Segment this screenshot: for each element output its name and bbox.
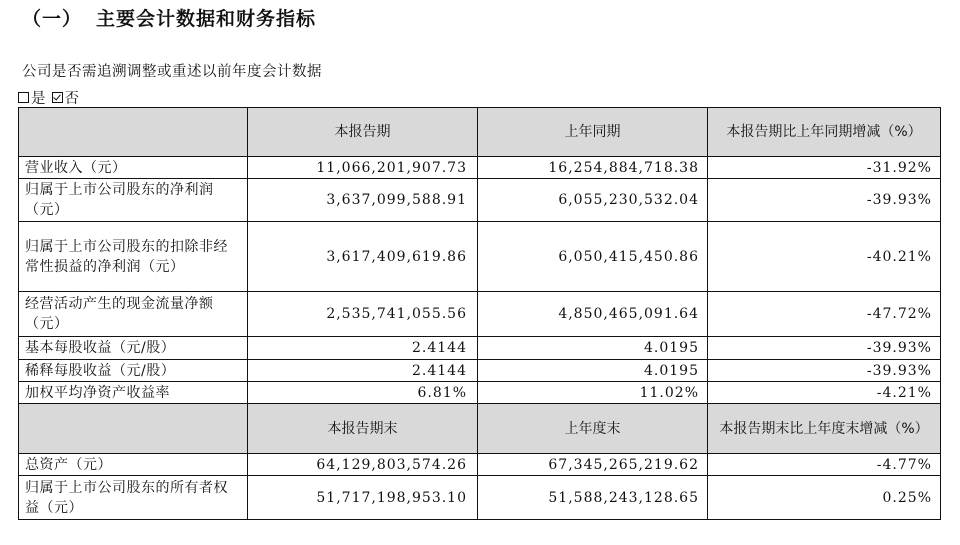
row-label: 总资产（元）	[19, 454, 248, 476]
row-label: 加权平均净资产收益率	[19, 382, 248, 404]
header-previous-period: 上年同期	[478, 108, 708, 157]
change-value: -4.21%	[708, 382, 941, 404]
current-value: 6.81%	[248, 382, 478, 404]
table-row	[19, 292, 941, 337]
change-value: -39.93%	[708, 360, 941, 382]
header-current-period: 本报告期	[248, 108, 478, 157]
change-value: -39.93%	[708, 179, 941, 222]
row-label: 归属于上市公司股东的扣除非经常性损益的净利润（元）	[19, 222, 248, 292]
current-value: 2.4144	[248, 337, 478, 360]
option-yes-label: 是	[31, 91, 46, 107]
current-value: 2.4144	[248, 360, 478, 382]
row-label: 营业收入（元）	[19, 157, 248, 179]
current-value: 11,066,201,907.73	[248, 157, 478, 179]
option-yes[interactable]	[18, 87, 46, 108]
current-value: 51,717,198,953.10	[248, 476, 478, 520]
table-row	[19, 179, 941, 222]
table-row	[19, 476, 941, 520]
row-label: 稀释每股收益（元/股）	[19, 360, 248, 382]
table-row	[19, 382, 941, 404]
table-row	[19, 337, 941, 360]
previous-value: 16,254,884,718.38	[478, 157, 708, 179]
row-label: 归属于上市公司股东的净利润（元）	[19, 179, 248, 222]
previous-value: 4,850,465,091.64	[478, 292, 708, 337]
table-row	[19, 157, 941, 179]
header-row-1	[19, 108, 941, 157]
header-change-pct: 本报告期比上年同期增减（%）	[708, 108, 941, 157]
previous-value: 11.02%	[478, 382, 708, 404]
financial-indicators-table	[18, 107, 941, 520]
header-empty-cell	[19, 108, 248, 157]
header-empty-cell	[19, 404, 248, 454]
change-value: -39.93%	[708, 337, 941, 360]
row-label: 基本每股收益（元/股）	[19, 337, 248, 360]
option-no[interactable]	[52, 87, 80, 108]
current-value: 3,617,409,619.86	[248, 222, 478, 292]
table-row	[19, 222, 941, 292]
option-no-label: 否	[64, 91, 79, 107]
checkbox-unchecked-icon[interactable]	[18, 92, 29, 103]
restate-question: 公司是否需追溯调整或重述以前年度会计数据	[22, 64, 322, 80]
checkbox-checked-icon[interactable]	[52, 92, 63, 103]
header-prior-year-end: 上年度末	[478, 404, 708, 454]
row-label: 经营活动产生的现金流量净额（元）	[19, 292, 248, 337]
header-change-pct-end: 本报告期末比上年度末增减（%）	[708, 404, 941, 454]
previous-value: 67,345,265,219.62	[478, 454, 708, 476]
previous-value: 51,588,243,128.65	[478, 476, 708, 520]
previous-value: 4.0195	[478, 337, 708, 360]
header-period-end: 本报告期末	[248, 404, 478, 454]
current-value: 2,535,741,055.56	[248, 292, 478, 337]
previous-value: 6,050,415,450.86	[478, 222, 708, 292]
current-value: 3,637,099,588.91	[248, 179, 478, 222]
change-value: 0.25%	[708, 476, 941, 520]
change-value: -40.21%	[708, 222, 941, 292]
section-number: （一）	[22, 8, 83, 30]
table-row	[19, 360, 941, 382]
header-row-2	[19, 404, 941, 454]
previous-value: 6,055,230,532.04	[478, 179, 708, 222]
section-heading	[22, 4, 316, 31]
restate-options	[18, 87, 85, 108]
current-value: 64,129,803,574.26	[248, 454, 478, 476]
change-value: -47.72%	[708, 292, 941, 337]
previous-value: 4.0195	[478, 360, 708, 382]
change-value: -31.92%	[708, 157, 941, 179]
change-value: -4.77%	[708, 454, 941, 476]
row-label: 归属于上市公司股东的所有者权益（元）	[19, 476, 248, 520]
section-title-text: 主要会计数据和财务指标	[96, 8, 317, 30]
table-row	[19, 454, 941, 476]
